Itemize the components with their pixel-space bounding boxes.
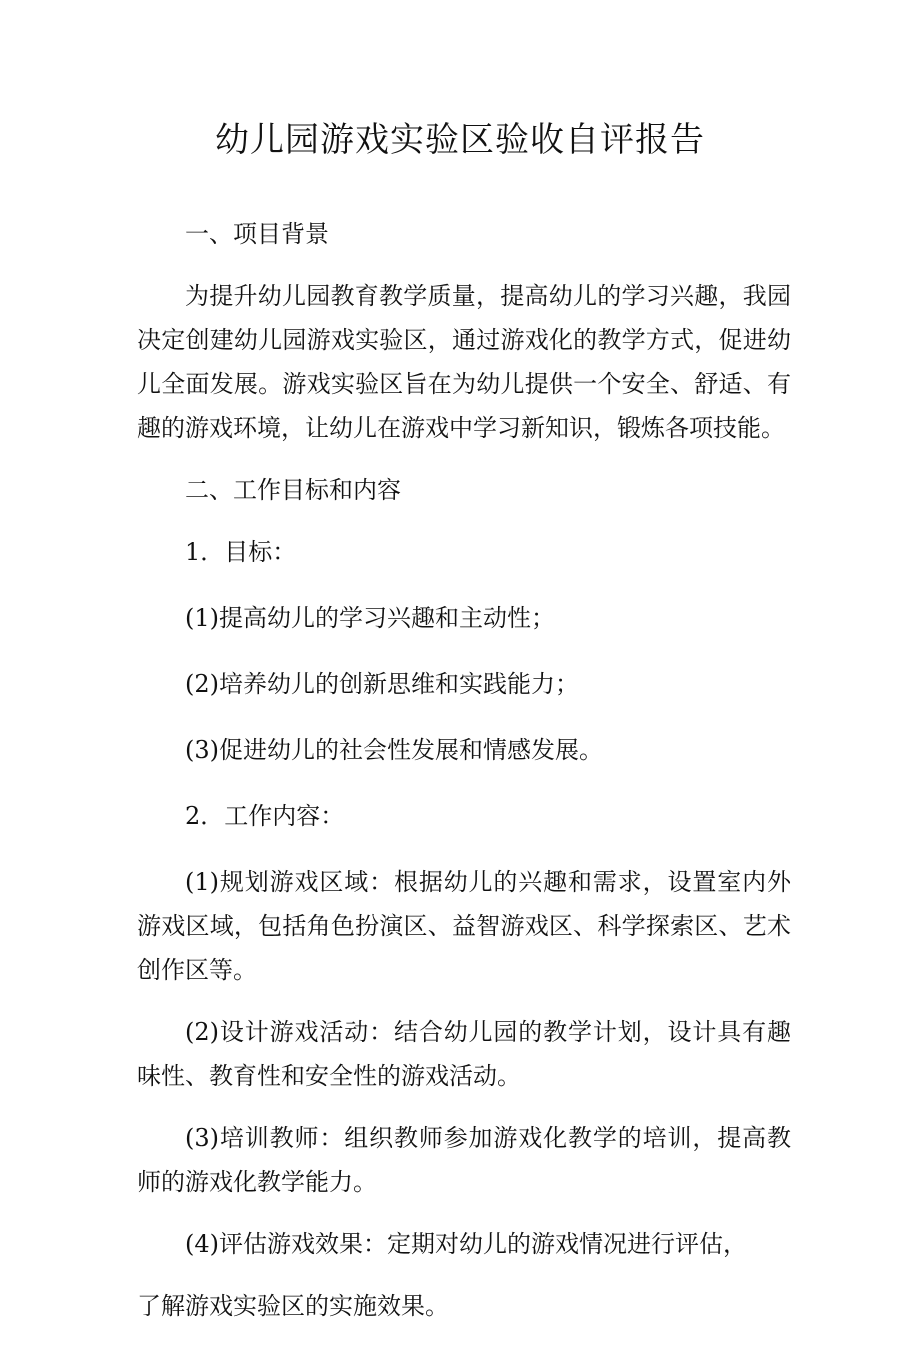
goal-item-3: (3)促进幼儿的社会性发展和情感发展。 xyxy=(185,736,603,764)
goal-item-2: (2)培养幼儿的创新思维和实践能力； xyxy=(185,670,579,698)
document-title: 幼儿园游戏实验区验收自评报告 xyxy=(215,120,705,160)
goals-heading: 1．目标： xyxy=(185,538,297,566)
background-paragraph: 为提升幼儿园教育教学质量，提高幼儿的学习兴趣，我园决定创建幼儿园游戏实验区，通过游戏化的教学方式，促进幼儿全面发展。游戏实验区旨在为幼儿提供一个安全、舒适、有趣的游戏环境，让幼儿在游戏中学习新知识，锻炼各项技能。 xyxy=(137,282,791,442)
work-item-4-continuation: 了解游戏实验区的实施效果。 xyxy=(137,1292,449,1320)
section-heading-goals-content: 二、工作目标和内容 xyxy=(185,476,401,504)
work-item-1: (1)规划游戏区域：根据幼儿的兴趣和需求，设置室内外游戏区域，包括角色扮演区、益智游戏区、科学探索区、艺术创作区等。 xyxy=(137,868,791,984)
document-body xyxy=(137,212,791,1346)
work-item-2: (2)设计游戏活动：结合幼儿园的教学计划，设计具有趣味性、教育性和安全性的游戏活动。 xyxy=(137,1018,791,1090)
work-item-4: (4)评估游戏效果：定期对幼儿的游戏情况进行评估， xyxy=(185,1230,747,1258)
section-heading-background: 一、项目背景 xyxy=(185,220,329,248)
goal-item-1: (1)提高幼儿的学习兴趣和主动性； xyxy=(185,604,555,632)
work-item-3: (3)培训教师：组织教师参加游戏化教学的培训，提高教师的游戏化教学能力。 xyxy=(137,1124,791,1196)
work-content-heading: 2．工作内容： xyxy=(185,802,345,830)
